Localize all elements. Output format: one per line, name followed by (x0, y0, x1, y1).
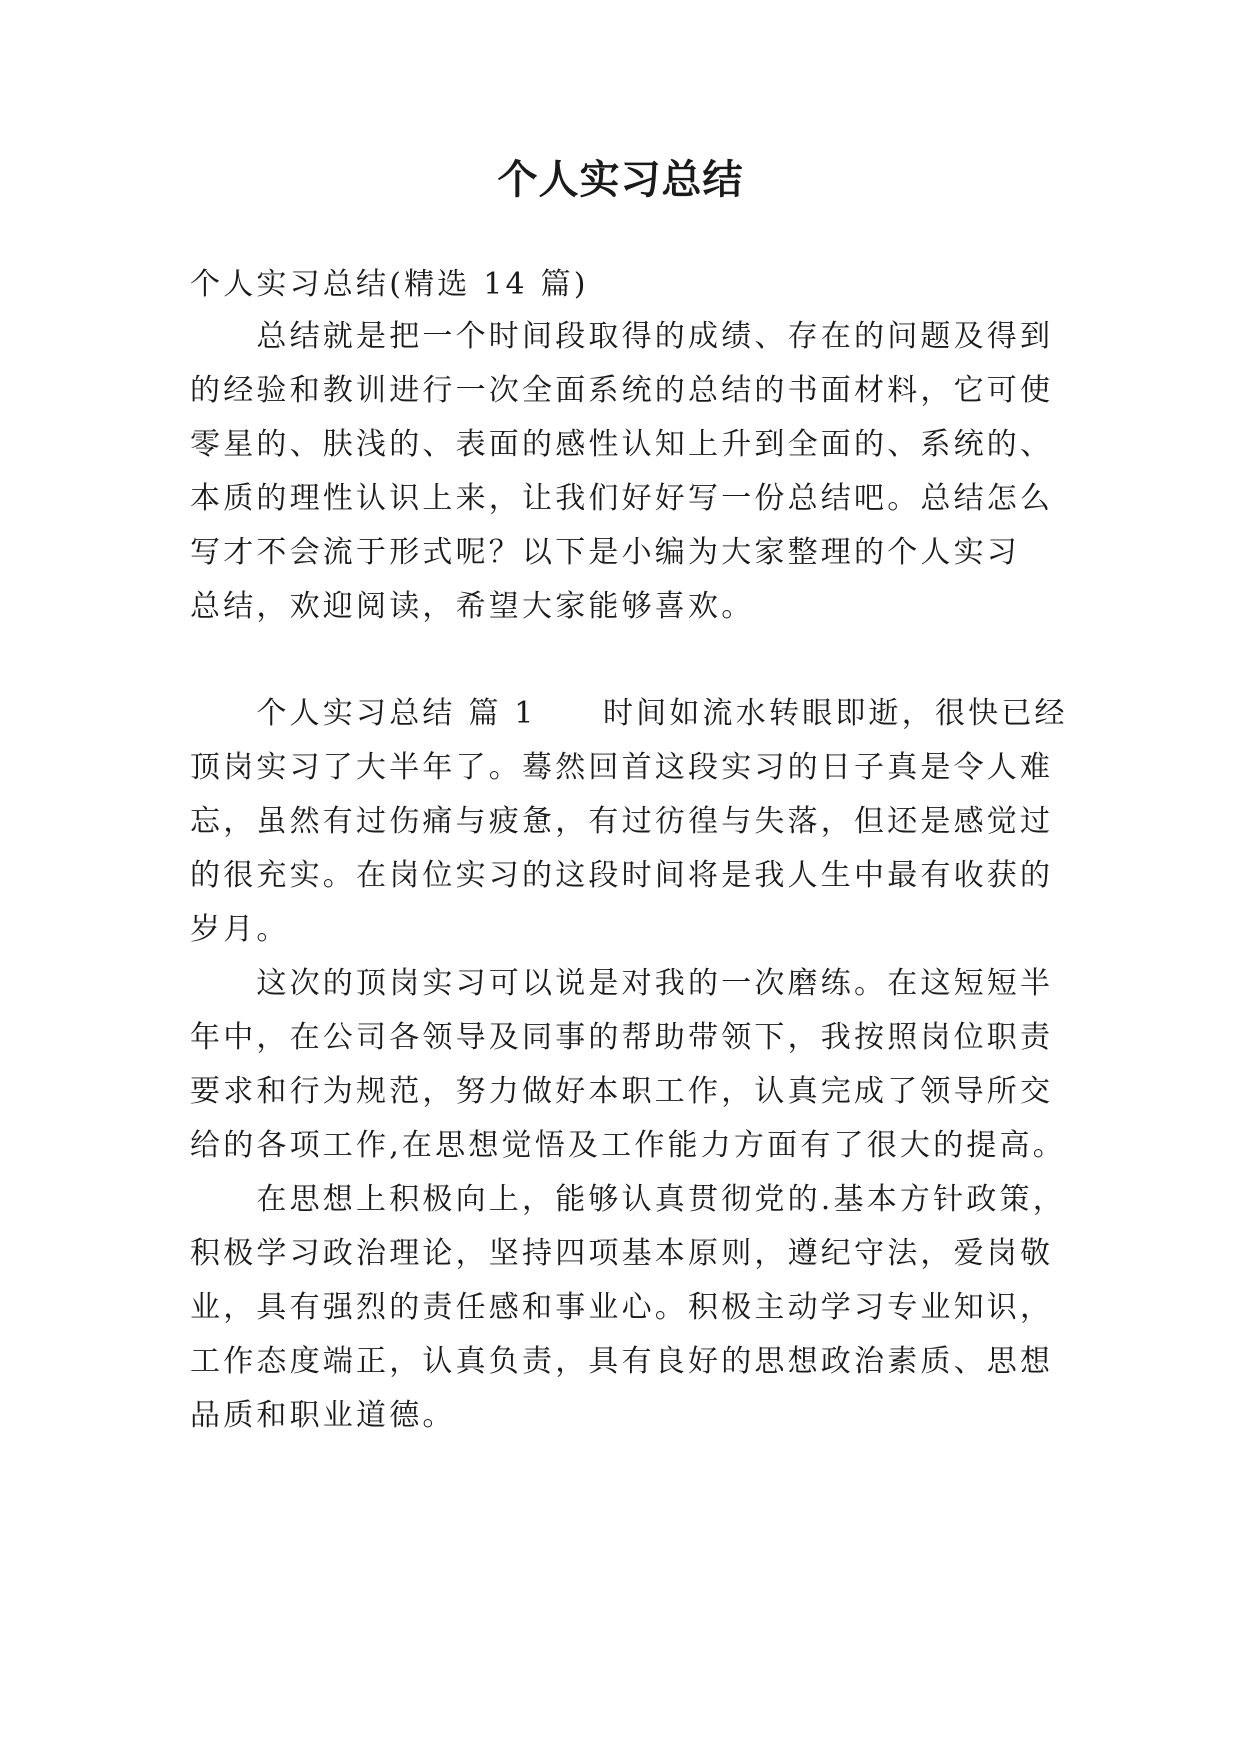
paragraph-3-line: 工作态度端正，认真负责，具有良好的思想政治素质、思想 (190, 1344, 1054, 1379)
section-1-line: 忘，虽然有过伤痛与疲惫，有过彷徨与失落，但还是感觉过 (190, 804, 1054, 839)
paragraph-3-line: 品质和职业道德。 (190, 1398, 456, 1433)
section-1-line: 的很充实。在岗位实习的这段时间将是我人生中最有收获的 (190, 858, 1054, 893)
section-1-line: 顶岗实习了大半年了。蓦然回首这段实习的日子真是令人难 (190, 750, 1054, 785)
intro-paragraph-line: 写才不会流于形式呢？以下是小编为大家整理的个人实习 (190, 535, 1020, 570)
intro-paragraph-line: 总结，欢迎阅读，希望大家能够喜欢。 (190, 589, 755, 624)
intro-paragraph-line: 的经验和教训进行一次全面系统的总结的书面材料，它可使 (190, 373, 1054, 408)
intro-paragraph-line: 零星的、肤浅的、表面的感性认知上升到全面的、系统的、 (190, 427, 1054, 462)
paragraph-3-line: 积极学习政治理论，坚持四项基本原则，遵纪守法，爱岗敬 (190, 1236, 1054, 1271)
section-1-line: 个人实习总结 篇 1 时间如流水转眼即逝，很快已经 (190, 696, 1068, 731)
section-1-line: 岁月。 (190, 912, 290, 947)
paragraph-2-line: 给的各项工作,在思想觉悟及工作能力方面有了很大的提高。 (190, 1128, 1066, 1163)
intro-paragraph-line: 总结就是把一个时间段取得的成绩、存在的问题及得到 (190, 319, 1054, 354)
paragraph-2-line: 年中，在公司各领导及同事的帮助带领下，我按照岗位职责 (190, 1020, 1054, 1055)
intro-paragraph-line: 本质的理性认识上来，让我们好好写一份总结吧。总结怎么 (190, 481, 1054, 516)
paragraph-2-line: 要求和行为规范，努力做好本职工作，认真完成了领导所交 (190, 1074, 1054, 1109)
paragraph-3-line: 在思想上积极向上，能够认真贯彻党的.基本方针政策， (190, 1182, 1066, 1217)
paragraph-3-line: 业，具有强烈的责任感和事业心。积极主动学习专业知识， (190, 1290, 1054, 1325)
paragraph-2-line: 这次的顶岗实习可以说是对我的一次磨练。在这短短半 (190, 966, 1054, 1001)
document-title: 个人实习总结 (497, 157, 744, 203)
subtitle-line: 个人实习总结(精选 14 篇) (190, 267, 589, 302)
